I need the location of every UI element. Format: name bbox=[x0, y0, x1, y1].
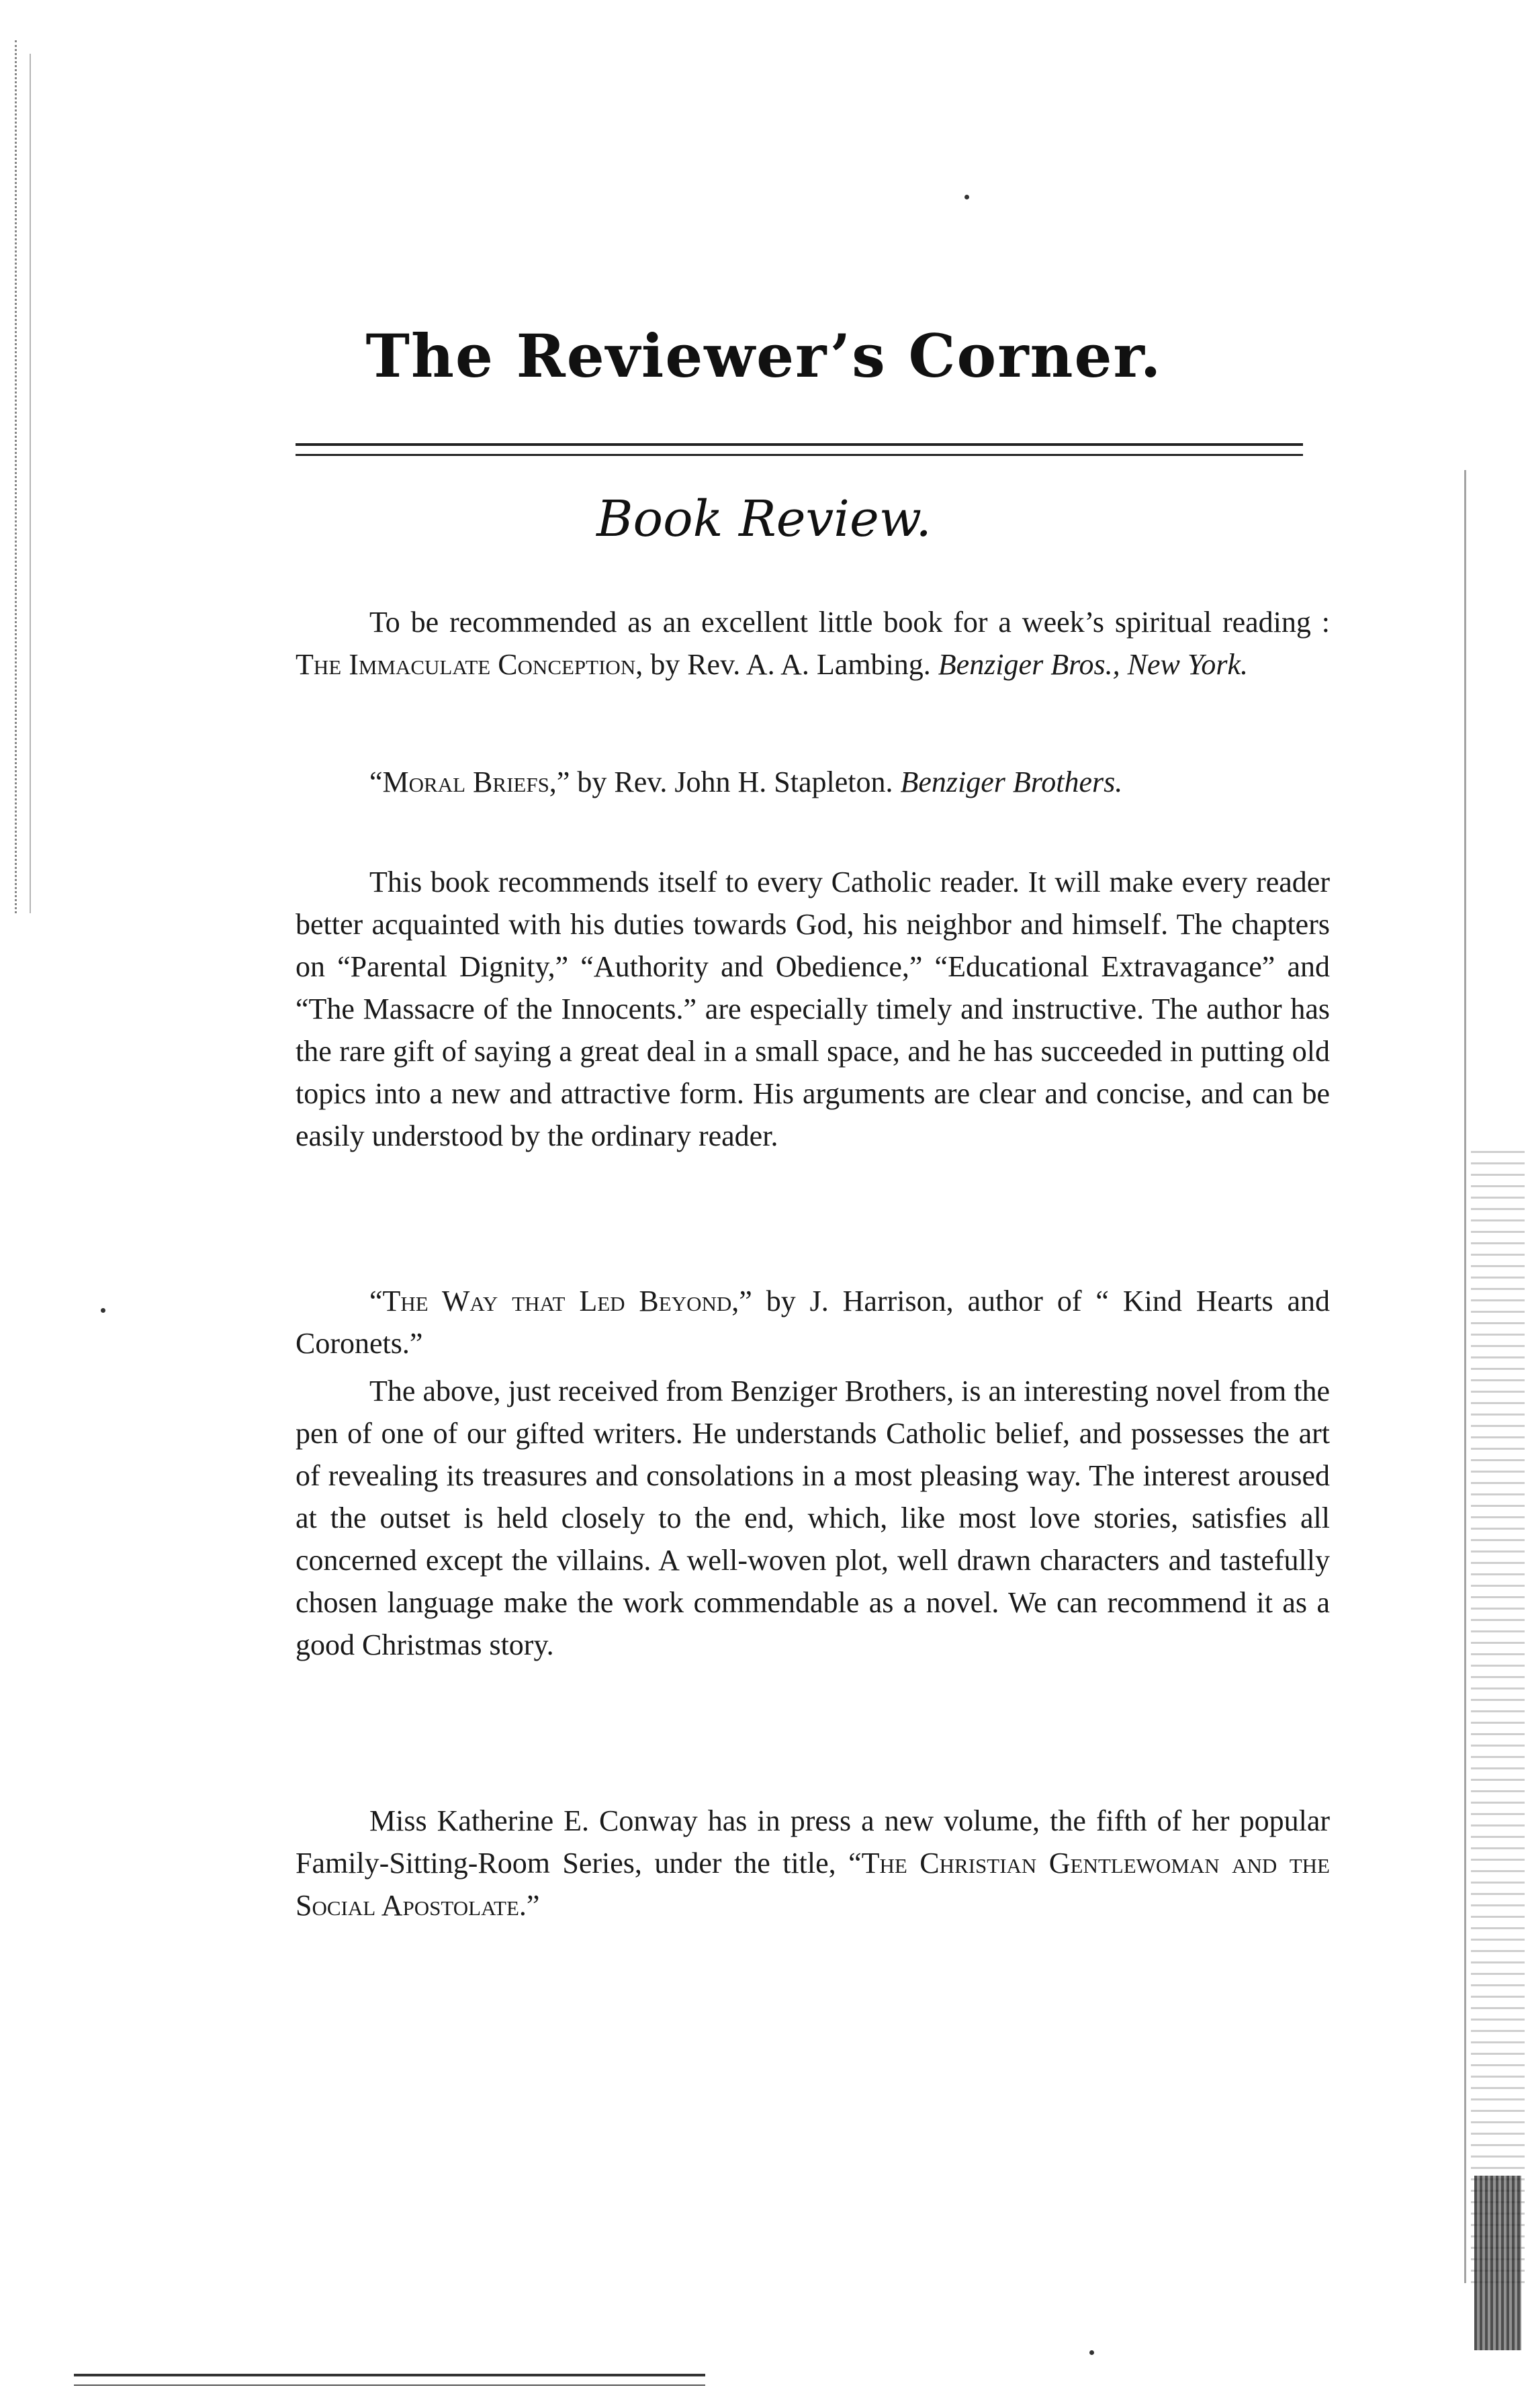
publisher: Benziger Bros., New York. bbox=[938, 648, 1248, 681]
scan-speck bbox=[101, 1308, 105, 1313]
review-text: by Rev. A. A. Lambing. bbox=[643, 648, 938, 681]
review-text: To be recommended as an excellent little book for a week’s spiritual reading : bbox=[369, 606, 1330, 639]
review-text: Miss Katherine E. Conway has in press a new volume, the fifth of her popular Family-Sitting-Room Series, under the title, “ bbox=[296, 1804, 1330, 1880]
scan-edge-left-line bbox=[30, 54, 32, 913]
review-text: ” by J. Harrison, author of “ Kind Hearts and Coronets.” bbox=[296, 1285, 1331, 1360]
section-subtitle: Book Review. bbox=[596, 490, 932, 548]
review-way-that-led-beyond-body: The above, just received from Benziger Brothers, is an interesting novel from the pen of one of our gifted writers. He understands Catholic belief, and possesses the art of revealing its treasures and consolations in a most pleasing way. The interest aroused at the outset is held closely to the end, which, like most love stories, satisfies all concerned except the villains. A well-woven plot, well drawn characters and tastefully chosen language make the work commendable as a novel. We can recommend it as a good Christmas story. bbox=[296, 1375, 1330, 1661]
work-title: The Way that Led Beyond, bbox=[382, 1285, 739, 1317]
work-title: The Immaculate Conception, bbox=[296, 648, 643, 681]
work-title: The Christian Gentlewoman and the Social Apostolate. bbox=[296, 1847, 1330, 1922]
scan-edge-right-block bbox=[1474, 2176, 1521, 2350]
review-immaculate-conception bbox=[296, 601, 1330, 686]
page-title: The Reviewer’s Corner. bbox=[365, 321, 1163, 391]
review-christian-gentlewoman bbox=[296, 1800, 1330, 1927]
scan-speck bbox=[964, 195, 969, 199]
review-moral-briefs bbox=[296, 761, 1330, 803]
review-way-that-led-beyond bbox=[296, 1280, 1330, 1364]
double-rule-divider bbox=[296, 443, 1303, 456]
publisher: Benziger Brothers. bbox=[900, 766, 1123, 798]
quote-mark: “ bbox=[369, 1285, 383, 1317]
review-text: ” by Rev. John H. Stapleton. bbox=[556, 766, 901, 798]
scan-edge-right-strip bbox=[1471, 1142, 1525, 2283]
quote-mark: “ bbox=[369, 766, 383, 798]
quote-mark: ” bbox=[526, 1889, 540, 1922]
scan-edge-bottom bbox=[74, 2374, 705, 2386]
review-moral-briefs-body: This book recommends itself to every Catholic reader. It will make every reader better acquainted with his duties towards God, his neighbor and himself. The chapters on “Parental Dignity,” “Authority and Obedience,” “Educational Extravagance” and “The Massacre of the Innocents.” are especially timely and instructive. The author has the rare gift of saying a great deal in a small space, and he has succeeded in putting old topics into a new and attractive form. His arguments are clear and concise, and can be easily understood by the ordinary reader. bbox=[296, 866, 1330, 1152]
scan-edge-left bbox=[15, 40, 21, 913]
work-title: Moral Briefs, bbox=[382, 766, 557, 798]
scan-speck bbox=[1089, 2350, 1094, 2355]
scan-edge-right-line bbox=[1464, 470, 1469, 2283]
